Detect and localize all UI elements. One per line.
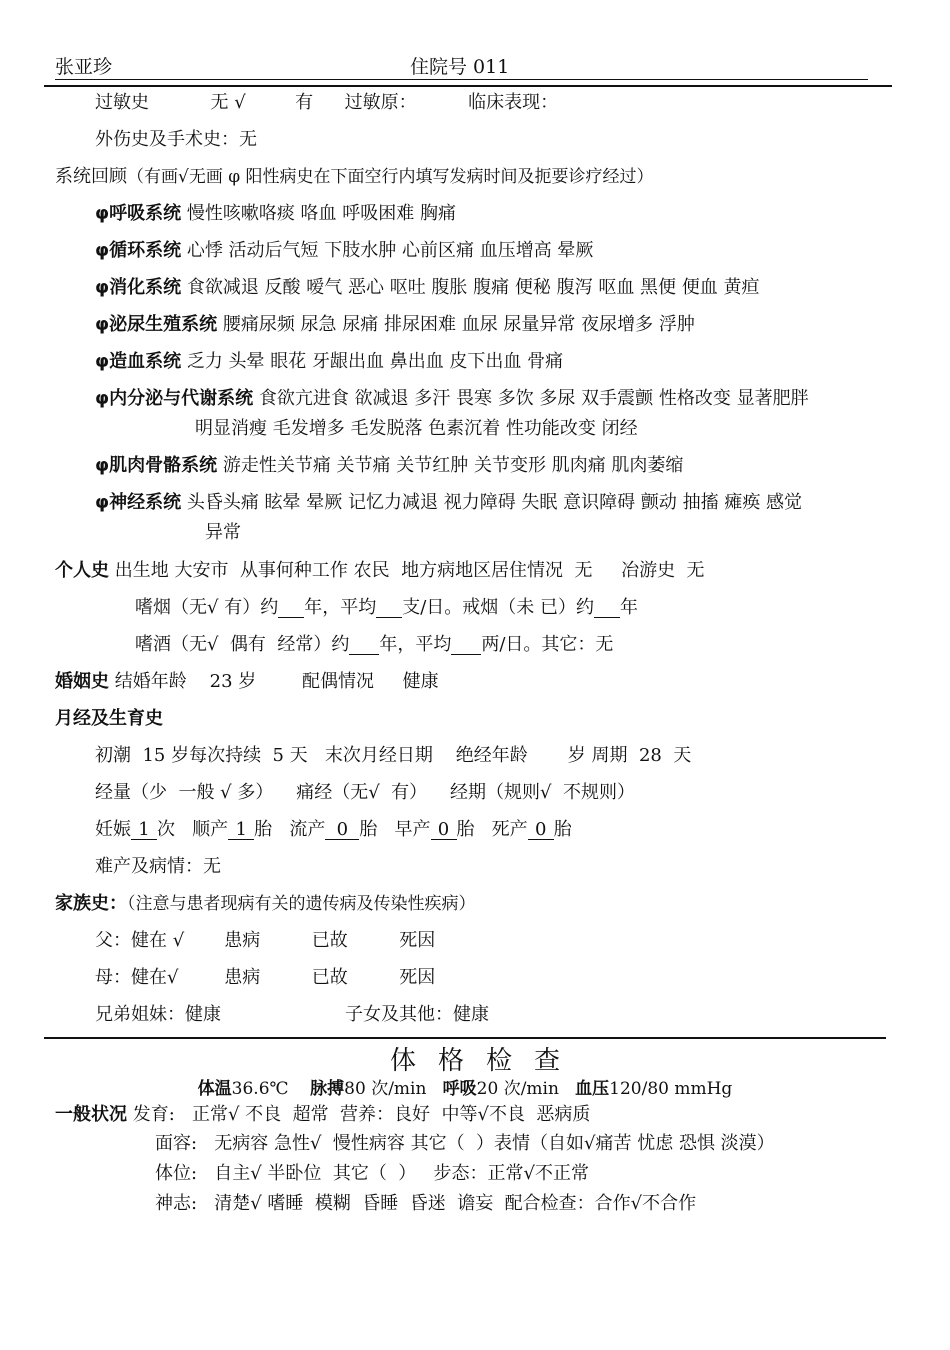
allergy-yes: 有 [295, 92, 314, 113]
delivery-count: 1 [228, 821, 254, 840]
review-item-text: 慢性咳嗽咯痰 咯血 呼吸困难 胸痛 [186, 203, 456, 224]
review-item-hematopoietic [95, 351, 563, 373]
vitals-row [0, 1074, 930, 1099]
admission-number: 住院号 011 [410, 56, 510, 78]
respiration-value: 20 次/min [476, 1079, 559, 1099]
pulse-label: 脉搏 [310, 1079, 345, 1099]
review-item-text: 食欲亢进食 欲减退 多汗 畏寒 多饮 多尿 双手震颤 性格改变 显著肥胖 [258, 388, 809, 409]
personal-history-text: 出生地 大安市 从事何种工作 农民 地方病地区居住情况 无 冶游史 无 [114, 560, 705, 581]
menstrual-label: 月经及生育史 [55, 708, 163, 729]
abortion-count: 0 [325, 821, 359, 840]
stillbirth-unit: 胎 [553, 819, 572, 840]
review-item-name: φ造血系统 [95, 351, 182, 372]
menstrual-line-2: 经量（少 一般 √ 多） 痛经（无√ 有） 经期（规则√ 不规则） [95, 782, 635, 803]
review-item-name: φ泌尿生殖系统 [95, 314, 218, 335]
exam-divider [44, 1037, 886, 1039]
review-item-text: 头昏头痛 眩晕 晕厥 记忆力减退 视力障碍 失眠 意识障碍 颤动 抽搐 瘫痪 感觉 [186, 492, 803, 513]
smoking-text-d: 年 [620, 597, 638, 618]
review-item-musculoskeletal [95, 455, 683, 477]
marriage-row [55, 671, 439, 693]
siblings-row: 兄弟姐妹：健康 [95, 1004, 221, 1025]
children-row: 子女及其他：健康 [345, 1004, 489, 1025]
menstrual-line-1: 初潮 15 岁每次持续 5 天 末次月经日期 绝经年龄 岁 周期 28 天 [95, 745, 692, 766]
abortion-label: 胎 流产 [254, 819, 326, 840]
consciousness-line: 神志: 清楚√ 嗜睡 模糊 昏睡 昏迷 谵妄 配合检查：合作√不合作 [155, 1193, 697, 1214]
smoking-years-blank [278, 599, 304, 618]
respiration-label: 呼吸 [442, 1079, 477, 1099]
review-item-text: 游走性关节痛 关节痛 关节红肿 关节变形 肌肉痛 肌肉萎缩 [222, 455, 684, 476]
header-rule-thick [44, 85, 892, 87]
drinking-text-a: 嗜酒（无√ 偶有 经常）约 [135, 634, 350, 655]
marriage-label: 婚姻史 [55, 671, 109, 692]
drinking-row [135, 634, 613, 656]
stillbirth-label: 胎 死产 [456, 819, 528, 840]
smoking-text-c: 支/日。戒烟（未 已）约 [402, 597, 594, 618]
review-item-text: 乏力 头晕 眼花 牙龈出血 鼻出血 皮下出血 骨痛 [186, 351, 564, 372]
general-status-label: 一般状况 [55, 1104, 127, 1125]
review-item-urogenital [95, 314, 695, 336]
blood-pressure-value: 120/80 mmHg [609, 1079, 733, 1099]
drinking-text-c: 两/日。其它：无 [481, 634, 614, 655]
review-item-text: 腰痛尿频 尿急 尿痛 排尿困难 血尿 尿量异常 夜尿增多 浮肿 [222, 314, 695, 335]
review-item-endocrine-cont: 明显消瘦 毛发增多 毛发脱落 色素沉着 性功能改变 闭经 [195, 418, 638, 439]
premature-count: 0 [431, 821, 457, 840]
review-item-text: 食欲减退 反酸 嗳气 恶心 呕吐 腹胀 腹痛 便秘 腹泻 呕血 黑便 便血 黄疸 [186, 277, 760, 298]
review-item-digestive [95, 277, 760, 299]
review-item-nervous [95, 492, 802, 514]
family-history-heading [55, 893, 476, 915]
system-review-label: 系统回顾 [55, 166, 127, 187]
marriage-text: 结婚年龄 23 岁 配偶情况 健康 [114, 671, 439, 692]
personal-history-row [55, 560, 705, 582]
review-item-name: φ循环系统 [95, 240, 182, 261]
dystocia-row: 难产及病情：无 [95, 856, 221, 877]
allergen-label: 过敏原： [344, 92, 417, 113]
review-item-name: φ神经系统 [95, 492, 182, 513]
review-item-nervous-cont: 异常 [205, 522, 241, 543]
pregnancy-count: 1 [131, 821, 157, 840]
drinking-years-blank [349, 636, 379, 655]
trauma-history: 外伤史及手术史：无 [95, 129, 257, 150]
mother-row: 母：健在√ 患病 已故 死因 [95, 967, 436, 988]
review-item-name: φ内分泌与代谢系统 [95, 388, 254, 409]
premature-label: 胎 早产 [359, 819, 431, 840]
smoking-row [135, 597, 638, 619]
review-item-endocrine [95, 388, 809, 410]
temperature-value: 36.6℃ [231, 1079, 289, 1099]
system-review-note: （有画√无画 φ 阳性病史在下面空行内填写发病时间及扼要诊疗经过） [127, 167, 654, 187]
allergy-row [95, 92, 558, 114]
family-history-label: 家族史： [55, 893, 127, 914]
pulse-value: 80 次/min [344, 1079, 427, 1099]
review-item-respiratory [95, 203, 456, 225]
drinking-text-b: 年，平均 [379, 634, 452, 655]
review-item-name: φ肌肉骨骼系统 [95, 455, 218, 476]
review-item-name: φ消化系统 [95, 277, 182, 298]
development-line: 发育: 正常√ 不良 超常 营养：良好 中等√不良 恶病质 [132, 1104, 591, 1125]
stillbirth-count: 0 [528, 821, 554, 840]
allergy-label: 过敏史 [95, 92, 149, 113]
general-status-row [55, 1104, 590, 1126]
father-row: 父：健在 √ 患病 已故 死因 [95, 930, 436, 951]
patient-name: 张亚珍 [55, 56, 113, 78]
drinking-amount-blank [451, 636, 481, 655]
smoking-text-a: 嗜烟（无√ 有）约 [135, 597, 279, 618]
temperature-label: 体温 [197, 1079, 232, 1099]
allergy-no: 无 √ [210, 92, 246, 113]
system-review-heading [55, 166, 654, 188]
clinical-label: 临床表现： [468, 92, 559, 113]
quit-years-blank [594, 599, 620, 618]
blood-pressure-label: 血压 [575, 1079, 610, 1099]
smoking-amount-blank [376, 599, 402, 618]
family-history-note: （注意与患者现病有关的遗传病及传染性疾病） [127, 894, 476, 914]
review-item-circulatory [95, 240, 593, 262]
review-item-text: 心悸 活动后气短 下肢水肿 心前区痛 血压增高 晕厥 [186, 240, 594, 261]
review-item-name: φ呼吸系统 [95, 203, 182, 224]
facial-expression-line: 面容: 无病容 急性√ 慢性病容 其它（ ）表情（自如√痛苦 忧虑 恐惧 淡漠） [155, 1133, 775, 1154]
pregnancy-label: 妊娠 [95, 819, 131, 840]
delivery-label: 次 顺产 [157, 819, 229, 840]
smoking-text-b: 年，平均 [304, 597, 377, 618]
position-gait-line: 体位: 自主√ 半卧位 其它（ ） 步态：正常√不正常 [155, 1163, 589, 1184]
header-rule-thin [55, 79, 868, 80]
personal-history-label: 个人史 [55, 560, 109, 581]
pregnancy-row [95, 819, 572, 841]
exam-title: 体格检查 [389, 1046, 582, 1076]
